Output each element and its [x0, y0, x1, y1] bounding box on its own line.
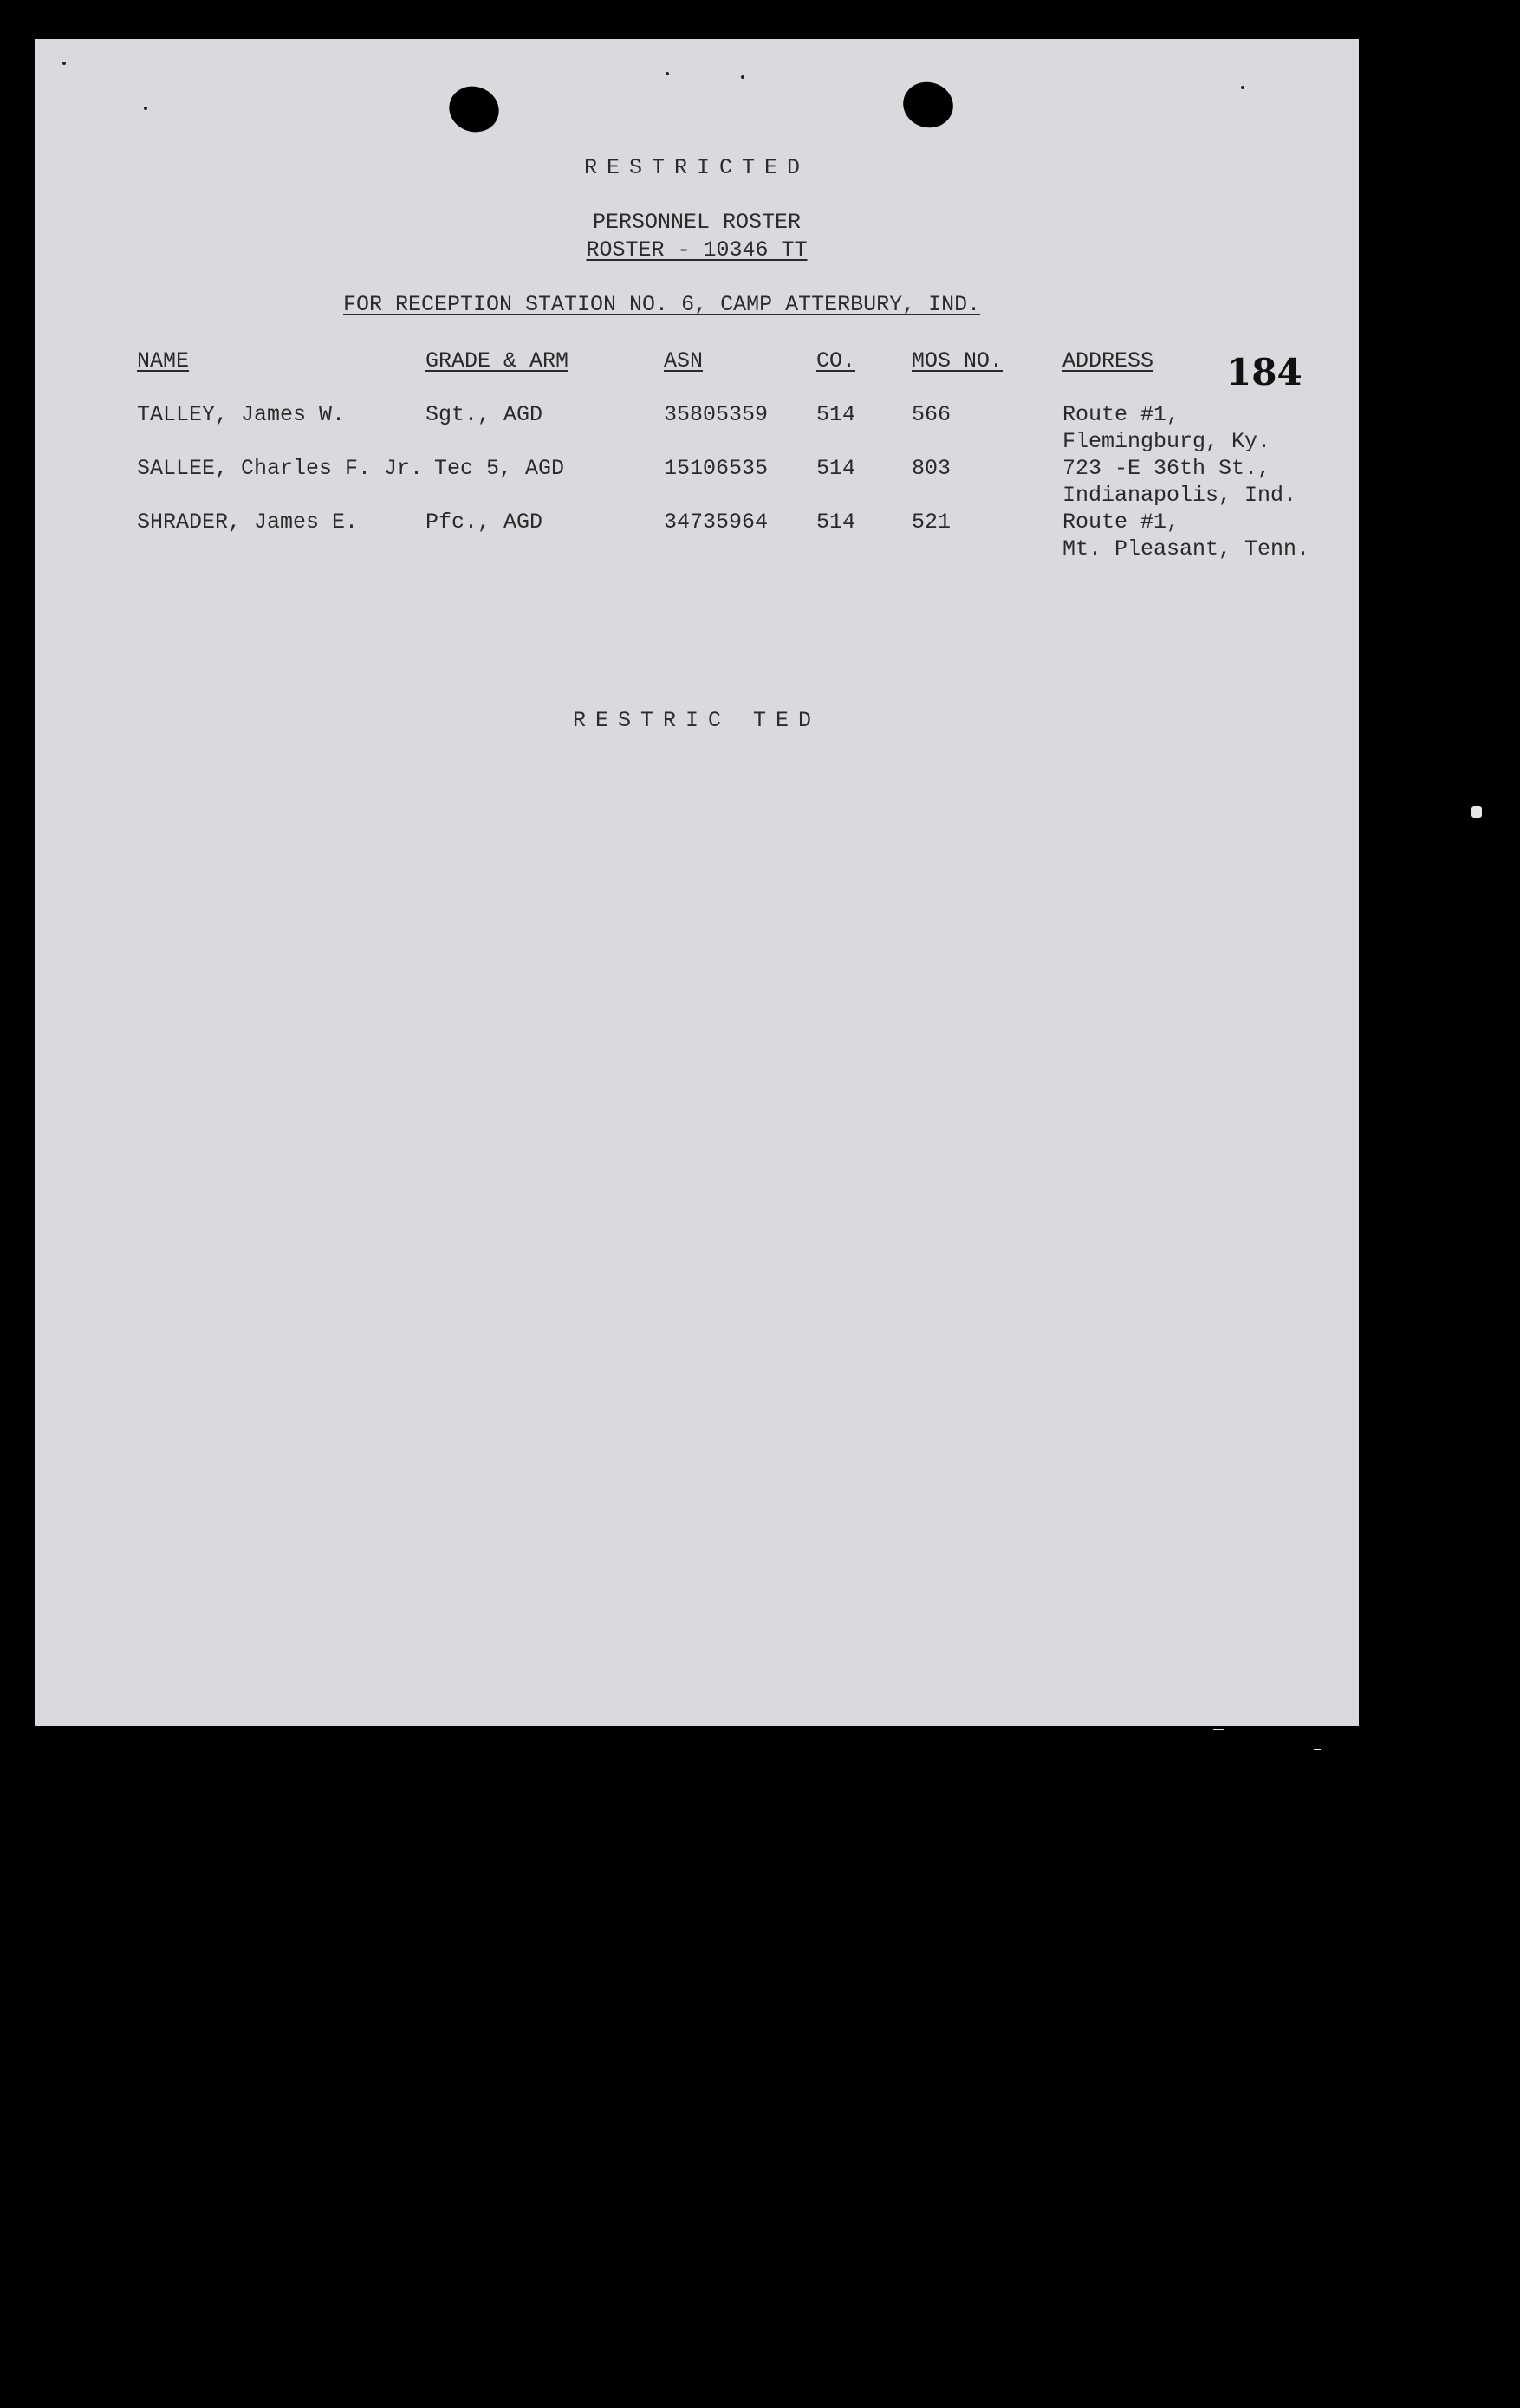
punch-hole-right — [898, 76, 958, 133]
cell-grade: Tec 5, AGD — [434, 456, 565, 481]
cell-name: TALLEY, James W. — [137, 402, 346, 427]
scan-artifact — [1314, 1749, 1321, 1750]
cell-address-line1: Route #1, — [1062, 402, 1180, 427]
cell-address-line2: Flemingburg, Ky. — [1062, 429, 1271, 454]
scan-artifact — [1213, 1729, 1224, 1730]
punch-hole-left — [443, 80, 505, 140]
scan-speck — [62, 62, 66, 65]
scan-speck — [144, 107, 147, 110]
header-address: ADDRESS — [1062, 348, 1154, 373]
roster-title: PERSONNEL ROSTER — [592, 210, 802, 235]
roster-number: ROSTER - 10346 TT — [586, 237, 808, 263]
cell-address-line1: 723 -E 36th St., — [1062, 456, 1271, 481]
cell-co: 514 — [816, 402, 856, 427]
document-page — [35, 39, 1359, 1726]
cell-co: 514 — [816, 456, 856, 481]
cell-address-line2: Indianapolis, Ind. — [1062, 483, 1297, 508]
cell-address-line2: Mt. Pleasant, Tenn. — [1062, 536, 1310, 561]
cell-address-line1: Route #1, — [1062, 510, 1180, 535]
page-number: 184 — [1226, 351, 1302, 393]
cell-mos: 521 — [912, 510, 952, 535]
scan-artifact — [1471, 806, 1482, 818]
classification-top: RESTRICTED — [583, 155, 810, 180]
cell-asn: 35805359 — [664, 402, 769, 427]
header-co: CO. — [816, 348, 856, 373]
cell-name: SHRADER, James E. — [137, 510, 359, 535]
roster-subtitle: FOR RECEPTION STATION NO. 6, CAMP ATTERBURY, IND. — [343, 292, 981, 317]
scan-speck — [666, 72, 669, 75]
cell-asn: 34735964 — [664, 510, 769, 535]
header-asn: ASN — [664, 348, 704, 373]
cell-mos: 566 — [912, 402, 952, 427]
header-mos: MOS NO. — [912, 348, 1004, 373]
cell-mos: 803 — [912, 456, 952, 481]
header-grade: GRADE & ARM — [425, 348, 569, 373]
scan-speck — [741, 75, 744, 79]
cell-grade: Pfc., AGD — [425, 510, 543, 535]
scan-speck — [1241, 86, 1244, 89]
cell-grade: Sgt., AGD — [425, 402, 543, 427]
classification-bottom: RESTRIC TED — [572, 708, 822, 733]
cell-name: SALLEE, Charles F. Jr. — [137, 456, 424, 481]
cell-co: 514 — [816, 510, 856, 535]
cell-asn: 15106535 — [664, 456, 769, 481]
header-name: NAME — [137, 348, 190, 373]
